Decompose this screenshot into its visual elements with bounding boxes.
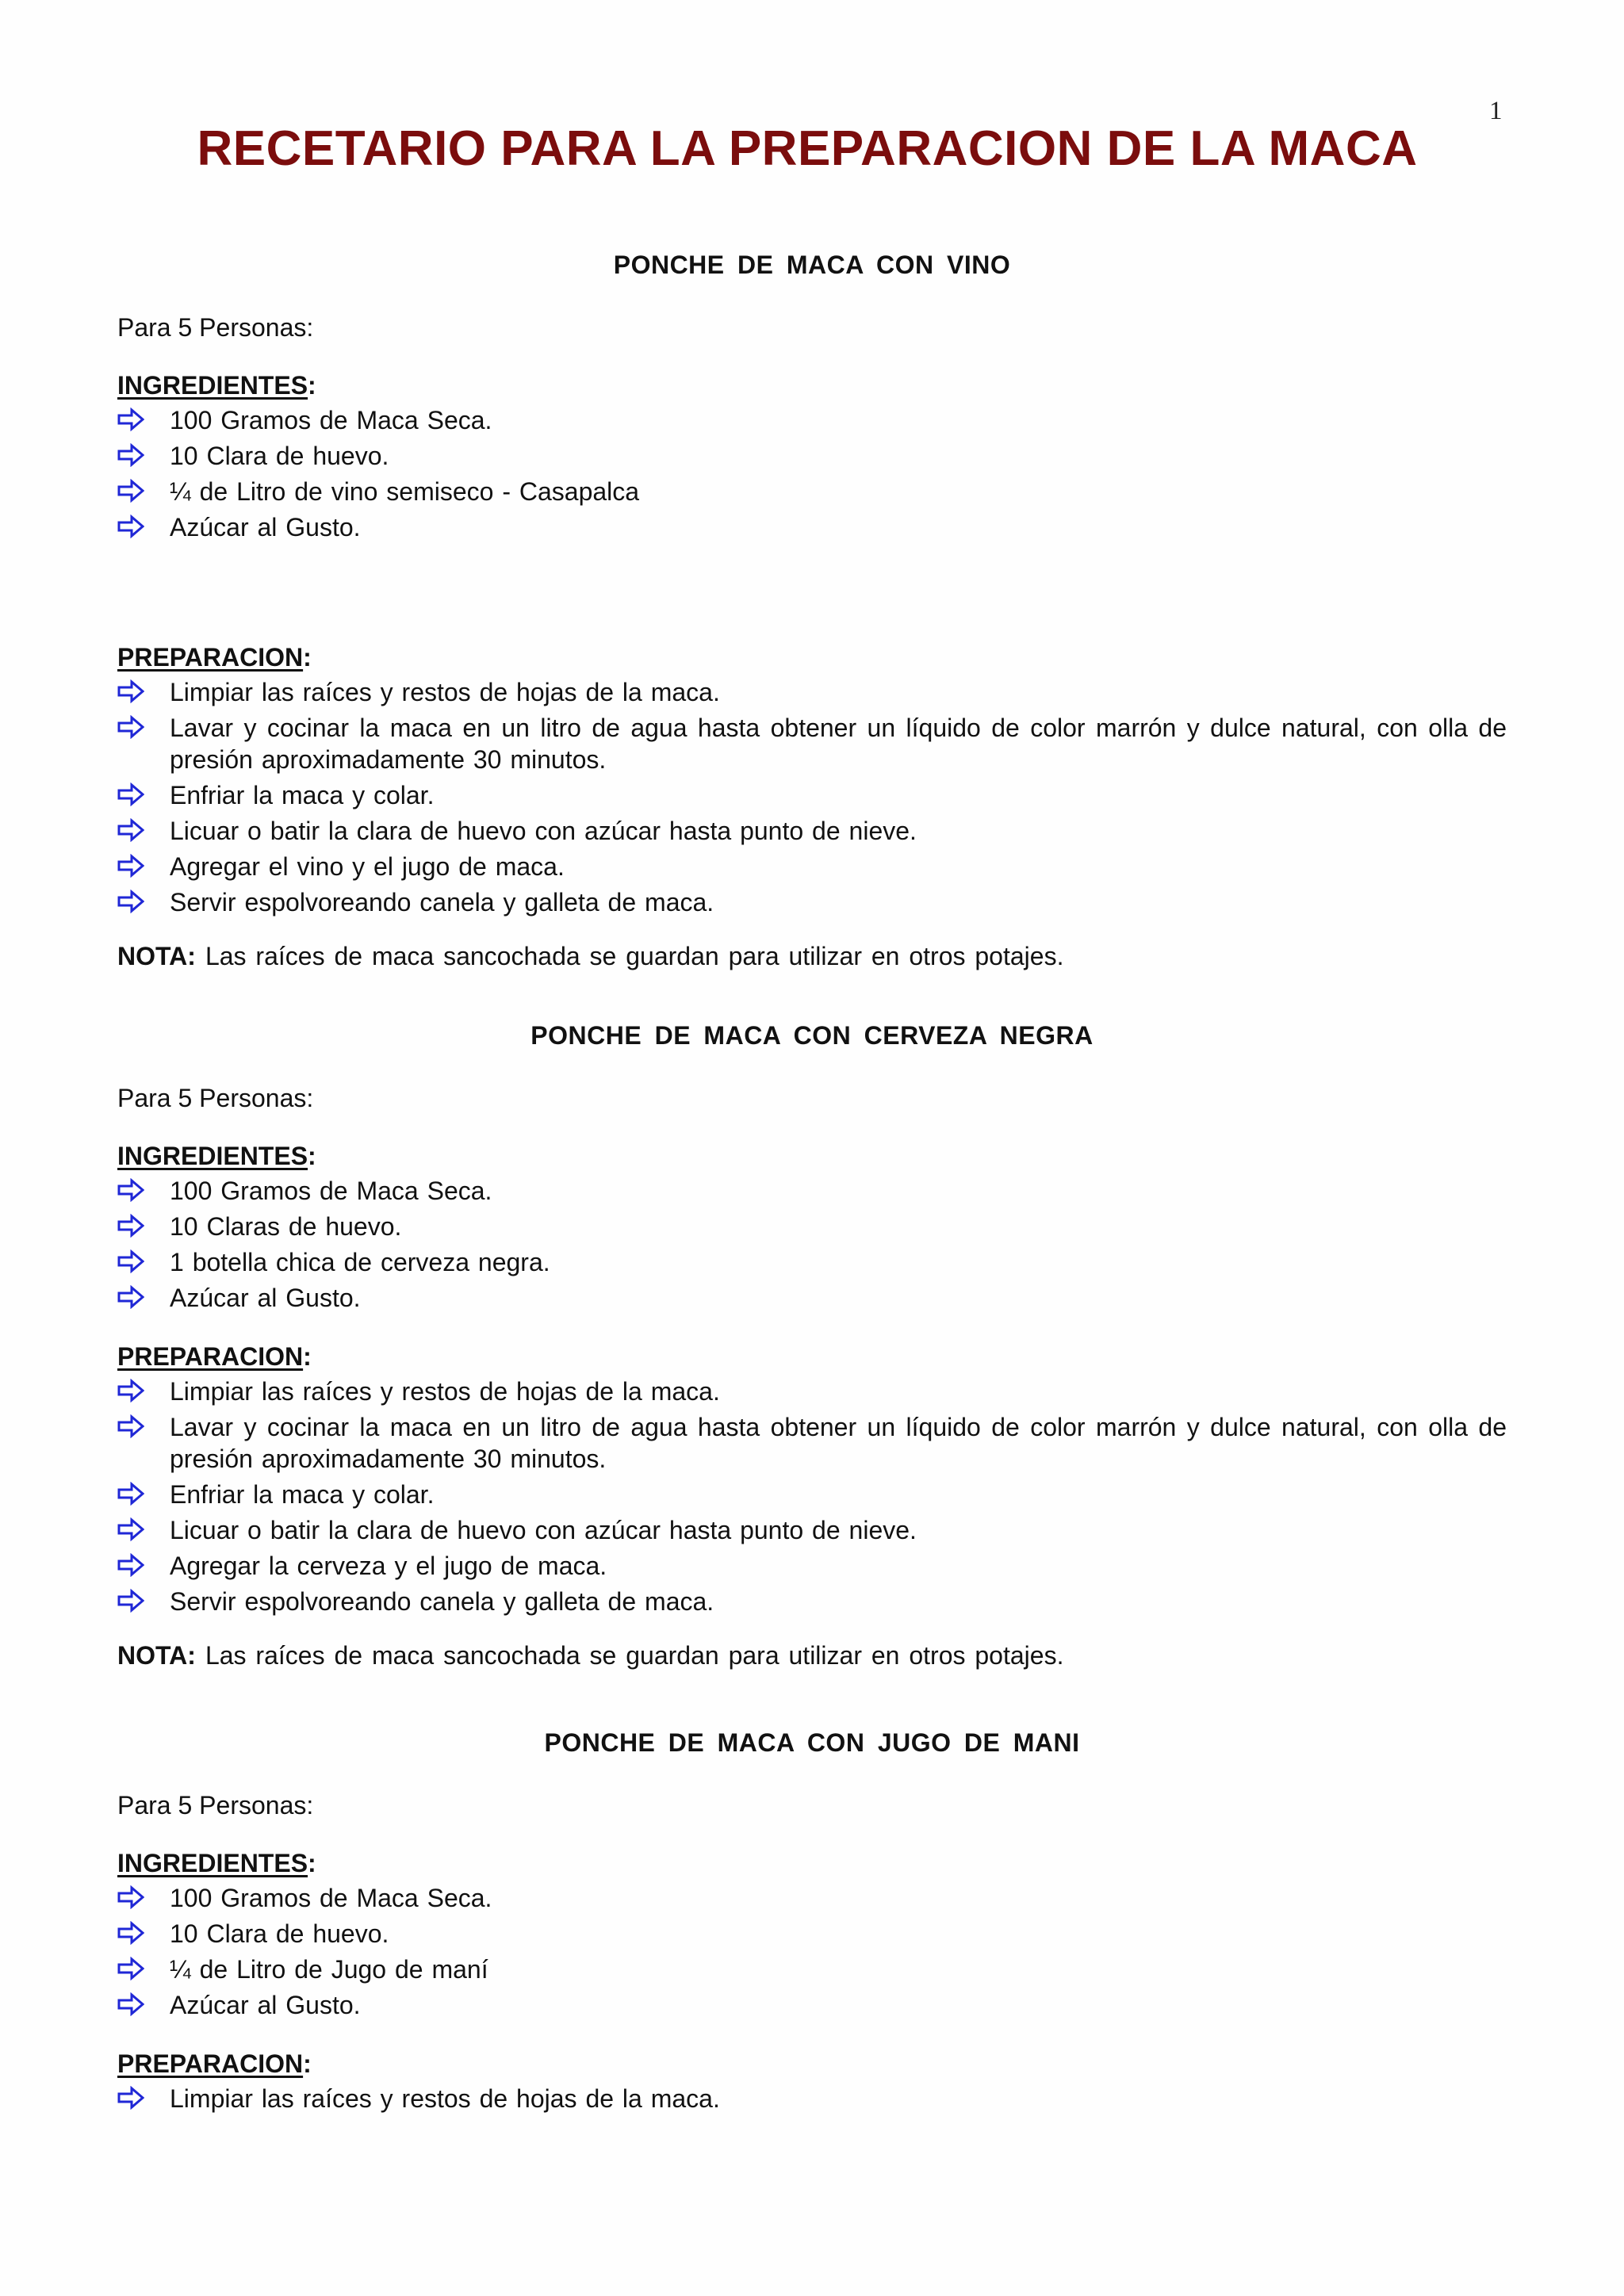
list-item-text: Licuar o batir la clara de huevo con azúcar hasta punto de nieve.	[170, 1516, 917, 1544]
right-arrow-icon	[117, 1414, 144, 1438]
list-item-text: 100 Gramos de Maca Seca.	[170, 1884, 492, 1912]
preparation-heading: PREPARACION:	[117, 643, 312, 672]
list-item	[117, 1376, 1507, 1407]
list-item-text: 1 botella chica de cerveza negra.	[170, 1248, 550, 1276]
right-arrow-icon	[117, 1589, 144, 1613]
list-item	[117, 676, 1507, 708]
servings: Para 5 Personas:	[117, 1084, 314, 1112]
right-arrow-icon	[117, 1957, 144, 1980]
list-item-text: Agregar la cerveza y el jugo de maca.	[170, 1552, 607, 1580]
list-item	[117, 1550, 1507, 1582]
list-item	[117, 1514, 1507, 1546]
right-arrow-icon	[117, 1379, 144, 1402]
list-item	[117, 1246, 1507, 1278]
list-item-text: Enfriar la maca y colar.	[170, 1480, 435, 1509]
right-arrow-icon	[117, 1921, 144, 1945]
right-arrow-icon	[117, 1553, 144, 1577]
right-arrow-icon	[117, 1178, 144, 1202]
list-item	[117, 815, 1507, 847]
servings: Para 5 Personas:	[117, 313, 314, 342]
list-item	[117, 476, 1507, 507]
right-arrow-icon	[117, 2086, 144, 2110]
ingredients-heading: INGREDIENTES:	[117, 1142, 316, 1170]
list-item-text: Licuar o batir la clara de huevo con azúcar hasta punto de nieve.	[170, 817, 917, 845]
ingredients-heading: INGREDIENTES:	[117, 371, 316, 400]
right-arrow-icon	[117, 515, 144, 538]
list-item	[117, 1882, 1507, 1914]
list-item	[117, 779, 1507, 811]
recipe-cerveza-negra	[117, 1021, 1507, 1670]
list-item-text: ¼ de Litro de Jugo de maní	[170, 1955, 488, 1984]
servings: Para 5 Personas:	[117, 1791, 314, 1820]
ingredients-list	[117, 1175, 1507, 1314]
right-arrow-icon	[117, 443, 144, 467]
right-arrow-icon	[117, 1885, 144, 1909]
list-item-text: Limpiar las raíces y restos de hojas de la maca.	[170, 1377, 720, 1406]
list-item-text: Limpiar las raíces y restos de hojas de la maca.	[170, 2084, 720, 2113]
list-item-text: ¼ de Litro de vino semiseco - Casapalca	[170, 477, 640, 506]
list-item	[117, 1411, 1507, 1475]
list-item-text: 10 Clara de huevo.	[170, 1919, 389, 1948]
note-label: NOTA:	[117, 1641, 196, 1670]
list-item	[117, 1282, 1507, 1314]
list-item-text: 10 Clara de huevo.	[170, 442, 389, 470]
list-item	[117, 1586, 1507, 1617]
list-item	[117, 404, 1507, 436]
list-item	[117, 1954, 1507, 1985]
document-title: RECETARIO PARA LA PREPARACION DE LA MACA	[197, 121, 1418, 176]
right-arrow-icon	[117, 1992, 144, 2016]
list-item	[117, 1479, 1507, 1510]
list-item-text: Servir espolvoreando canela y galleta de maca.	[170, 888, 714, 916]
list-item-text: 100 Gramos de Maca Seca.	[170, 406, 492, 434]
list-item-text: Enfriar la maca y colar.	[170, 781, 435, 809]
preparation-heading: PREPARACION:	[117, 2049, 312, 2078]
list-item	[117, 712, 1507, 775]
list-item	[117, 2083, 1507, 2114]
preparation-heading: PREPARACION:	[117, 1342, 312, 1371]
list-item-text: Azúcar al Gusto.	[170, 1991, 361, 2019]
list-item	[117, 851, 1507, 882]
note	[117, 942, 1507, 971]
list-item-text: 100 Gramos de Maca Seca.	[170, 1177, 492, 1205]
right-arrow-icon	[117, 408, 144, 431]
recipe-vino	[117, 251, 1507, 971]
list-item-text: Azúcar al Gusto.	[170, 513, 361, 541]
list-item	[117, 440, 1507, 472]
right-arrow-icon	[117, 1482, 144, 1506]
list-item-text: Azúcar al Gusto.	[170, 1284, 361, 1312]
list-item-text: Servir espolvoreando canela y galleta de maca.	[170, 1587, 714, 1616]
recipe-jugo-de-mani	[117, 1728, 1507, 2114]
preparation-list	[117, 2083, 1507, 2114]
list-item	[117, 1211, 1507, 1242]
right-arrow-icon	[117, 890, 144, 913]
preparation-list	[117, 1376, 1507, 1617]
recipe-title: PONCHE DE MACA CON VINO	[613, 251, 1011, 279]
right-arrow-icon	[117, 783, 144, 806]
list-item	[117, 1989, 1507, 2021]
list-item	[117, 1175, 1507, 1207]
note-text: Las raíces de maca sancochada se guardan para utilizar en otros potajes.	[205, 1641, 1064, 1670]
note-label: NOTA:	[117, 942, 196, 970]
list-item	[117, 511, 1507, 543]
ingredients-list	[117, 1882, 1507, 2021]
ingredients-list	[117, 404, 1507, 543]
right-arrow-icon	[117, 679, 144, 703]
note	[117, 1641, 1507, 1670]
right-arrow-icon	[117, 1517, 144, 1541]
right-arrow-icon	[117, 715, 144, 739]
list-item	[117, 1918, 1507, 1950]
list-item-text: Lavar y cocinar la maca en un litro de agua hasta obtener un líquido de color marrón y dulce natural, con olla de presión aproximadamente 30 minutos.	[170, 714, 1507, 774]
list-item	[117, 886, 1507, 918]
right-arrow-icon	[117, 1214, 144, 1238]
list-item-text: Limpiar las raíces y restos de hojas de la maca.	[170, 678, 720, 706]
right-arrow-icon	[117, 854, 144, 878]
recipe-title: PONCHE DE MACA CON CERVEZA NEGRA	[530, 1021, 1094, 1050]
right-arrow-icon	[117, 1285, 144, 1309]
ingredients-heading: INGREDIENTES:	[117, 1849, 316, 1877]
list-item-text: Lavar y cocinar la maca en un litro de agua hasta obtener un líquido de color marrón y dulce natural, con olla de presión aproximadamente 30 minutos.	[170, 1413, 1507, 1473]
right-arrow-icon	[117, 479, 144, 503]
list-item-text: Agregar el vino y el jugo de maca.	[170, 852, 565, 881]
right-arrow-icon	[117, 818, 144, 842]
right-arrow-icon	[117, 1249, 144, 1273]
note-text: Las raíces de maca sancochada se guardan para utilizar en otros potajes.	[205, 942, 1064, 970]
preparation-list	[117, 676, 1507, 918]
recipe-title: PONCHE DE MACA CON JUGO DE MANI	[544, 1728, 1080, 1757]
list-item-text: 10 Claras de huevo.	[170, 1212, 402, 1241]
page-number: 1	[1489, 97, 1503, 125]
